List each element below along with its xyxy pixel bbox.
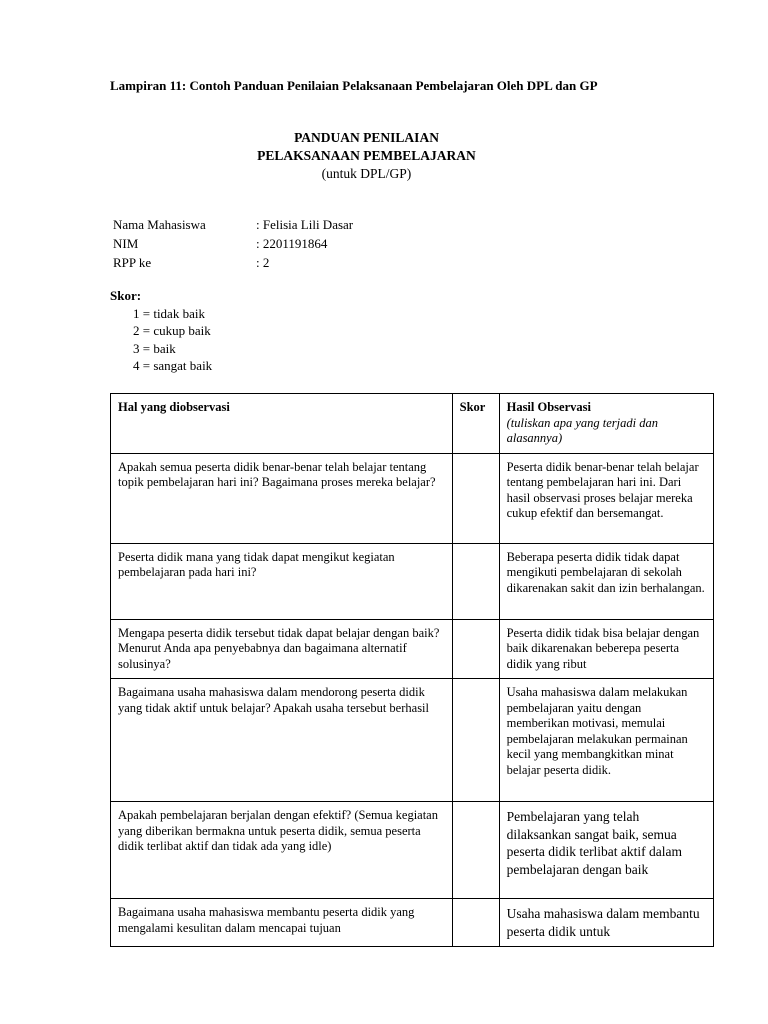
nama-label: Nama Mahasiswa	[113, 217, 206, 232]
table-header-row	[111, 394, 714, 454]
score-heading: Skor:	[110, 288, 142, 303]
row-hasil: Usaha mahasiswa dalam melakukan pembelajaran yaitu dengan memberikan motivasi, memulai pembelajaran melakukan permainan kecil yang membangkitkan minat belajar peserta didik.	[499, 679, 713, 802]
score-legend	[110, 287, 212, 375]
info-row-rpp	[113, 253, 353, 272]
header-hasil-title: Hasil Observasi	[506, 400, 591, 414]
header-hasil	[499, 394, 713, 454]
table-row	[111, 543, 714, 619]
table-row	[111, 679, 714, 802]
row-hasil: Peserta didik benar-benar telah belajar tentang pembelajaran hari ini. Dari hasil observasi proses belajar mereka cukup efektif dan bersemangat.	[499, 453, 713, 543]
score-item: 1 = tidak baik	[133, 305, 205, 321]
row-hasil: Pembelajaran yang telah dilaksankan sangat baik, semua peserta didik terlibat aktif dalam pembelajaran dengan baik	[499, 802, 713, 899]
row-question: Mengapa peserta didik tersebut tidak dapat belajar dengan baik? Menurut Anda apa penyebabnya dan bagaimana alternatif solusinya?	[111, 619, 453, 679]
row-hasil: Beberapa peserta didik tidak dapat mengikuti pembelajaran di sekolah dikarenakan sakit dan izin berhalangan.	[499, 543, 713, 619]
score-item: 2 = cukup baik	[133, 323, 211, 338]
nim-label: NIM	[113, 236, 139, 251]
table-row	[111, 802, 714, 899]
row-question: Bagaimana usaha mahasiswa dalam mendorong peserta didik yang tidak aktif untuk belajar? Apakah usaha tersebut berhasil	[111, 679, 453, 802]
document-title	[0, 129, 733, 183]
student-info	[113, 215, 353, 272]
title-line-2: PELAKSANAAN PEMBELAJARAN	[257, 148, 476, 163]
row-question: Apakah semua peserta didik benar-benar telah belajar tentang topik pembelajaran hari ini? Bagaimana proses mereka belajar?	[111, 453, 453, 543]
row-skor	[452, 619, 499, 679]
score-item: 4 = sangat baik	[133, 358, 213, 373]
row-question: Apakah pembelajaran berjalan dengan efektif? (Semua kegiatan yang diberikan bermakna untuk peserta didik, semua peserta didik terlibat aktif dan tidak ada yang idle)	[111, 802, 453, 899]
row-skor	[452, 679, 499, 802]
row-hasil: Peserta didik tidak bisa belajar dengan baik dikarenakan beberepa peserta didik yang ribut	[499, 619, 713, 679]
table-row	[111, 899, 714, 947]
rpp-label: RPP ke	[113, 255, 152, 270]
row-skor	[452, 899, 499, 947]
row-skor	[452, 802, 499, 899]
header-hal: Hal yang diobservasi	[111, 394, 453, 454]
nim-value: : 2201191864	[256, 236, 328, 251]
row-hasil: Usaha mahasiswa dalam membantu peserta didik untuk	[499, 899, 713, 947]
info-row-nama	[113, 215, 353, 234]
score-item: 3 = baik	[133, 340, 176, 356]
row-skor	[452, 543, 499, 619]
header-hasil-subtitle: (tuliskan apa yang terjadi dan alasannya)	[506, 415, 658, 445]
observation-table	[110, 393, 714, 947]
header-skor: Skor	[452, 394, 499, 454]
nama-value: : Felisia Lili Dasar	[256, 217, 354, 232]
title-line-3: (untuk DPL/GP)	[321, 166, 412, 181]
rpp-value: : 2	[256, 255, 270, 270]
appendix-heading: Lampiran 11: Contoh Panduan Penilaian Pelaksanaan Pembelajaran Oleh DPL dan GP	[110, 78, 598, 93]
row-skor	[452, 453, 499, 543]
row-question: Bagaimana usaha mahasiswa membantu peserta didik yang mengalami kesulitan dalam mencapai tujuan	[111, 899, 453, 947]
table-row	[111, 453, 714, 543]
row-question: Peserta didik mana yang tidak dapat mengikut kegiatan pembelajaran pada hari ini?	[111, 543, 453, 619]
info-row-nim	[113, 234, 353, 253]
title-line-1: PANDUAN PENILAIAN	[294, 130, 439, 145]
table-row	[111, 619, 714, 679]
